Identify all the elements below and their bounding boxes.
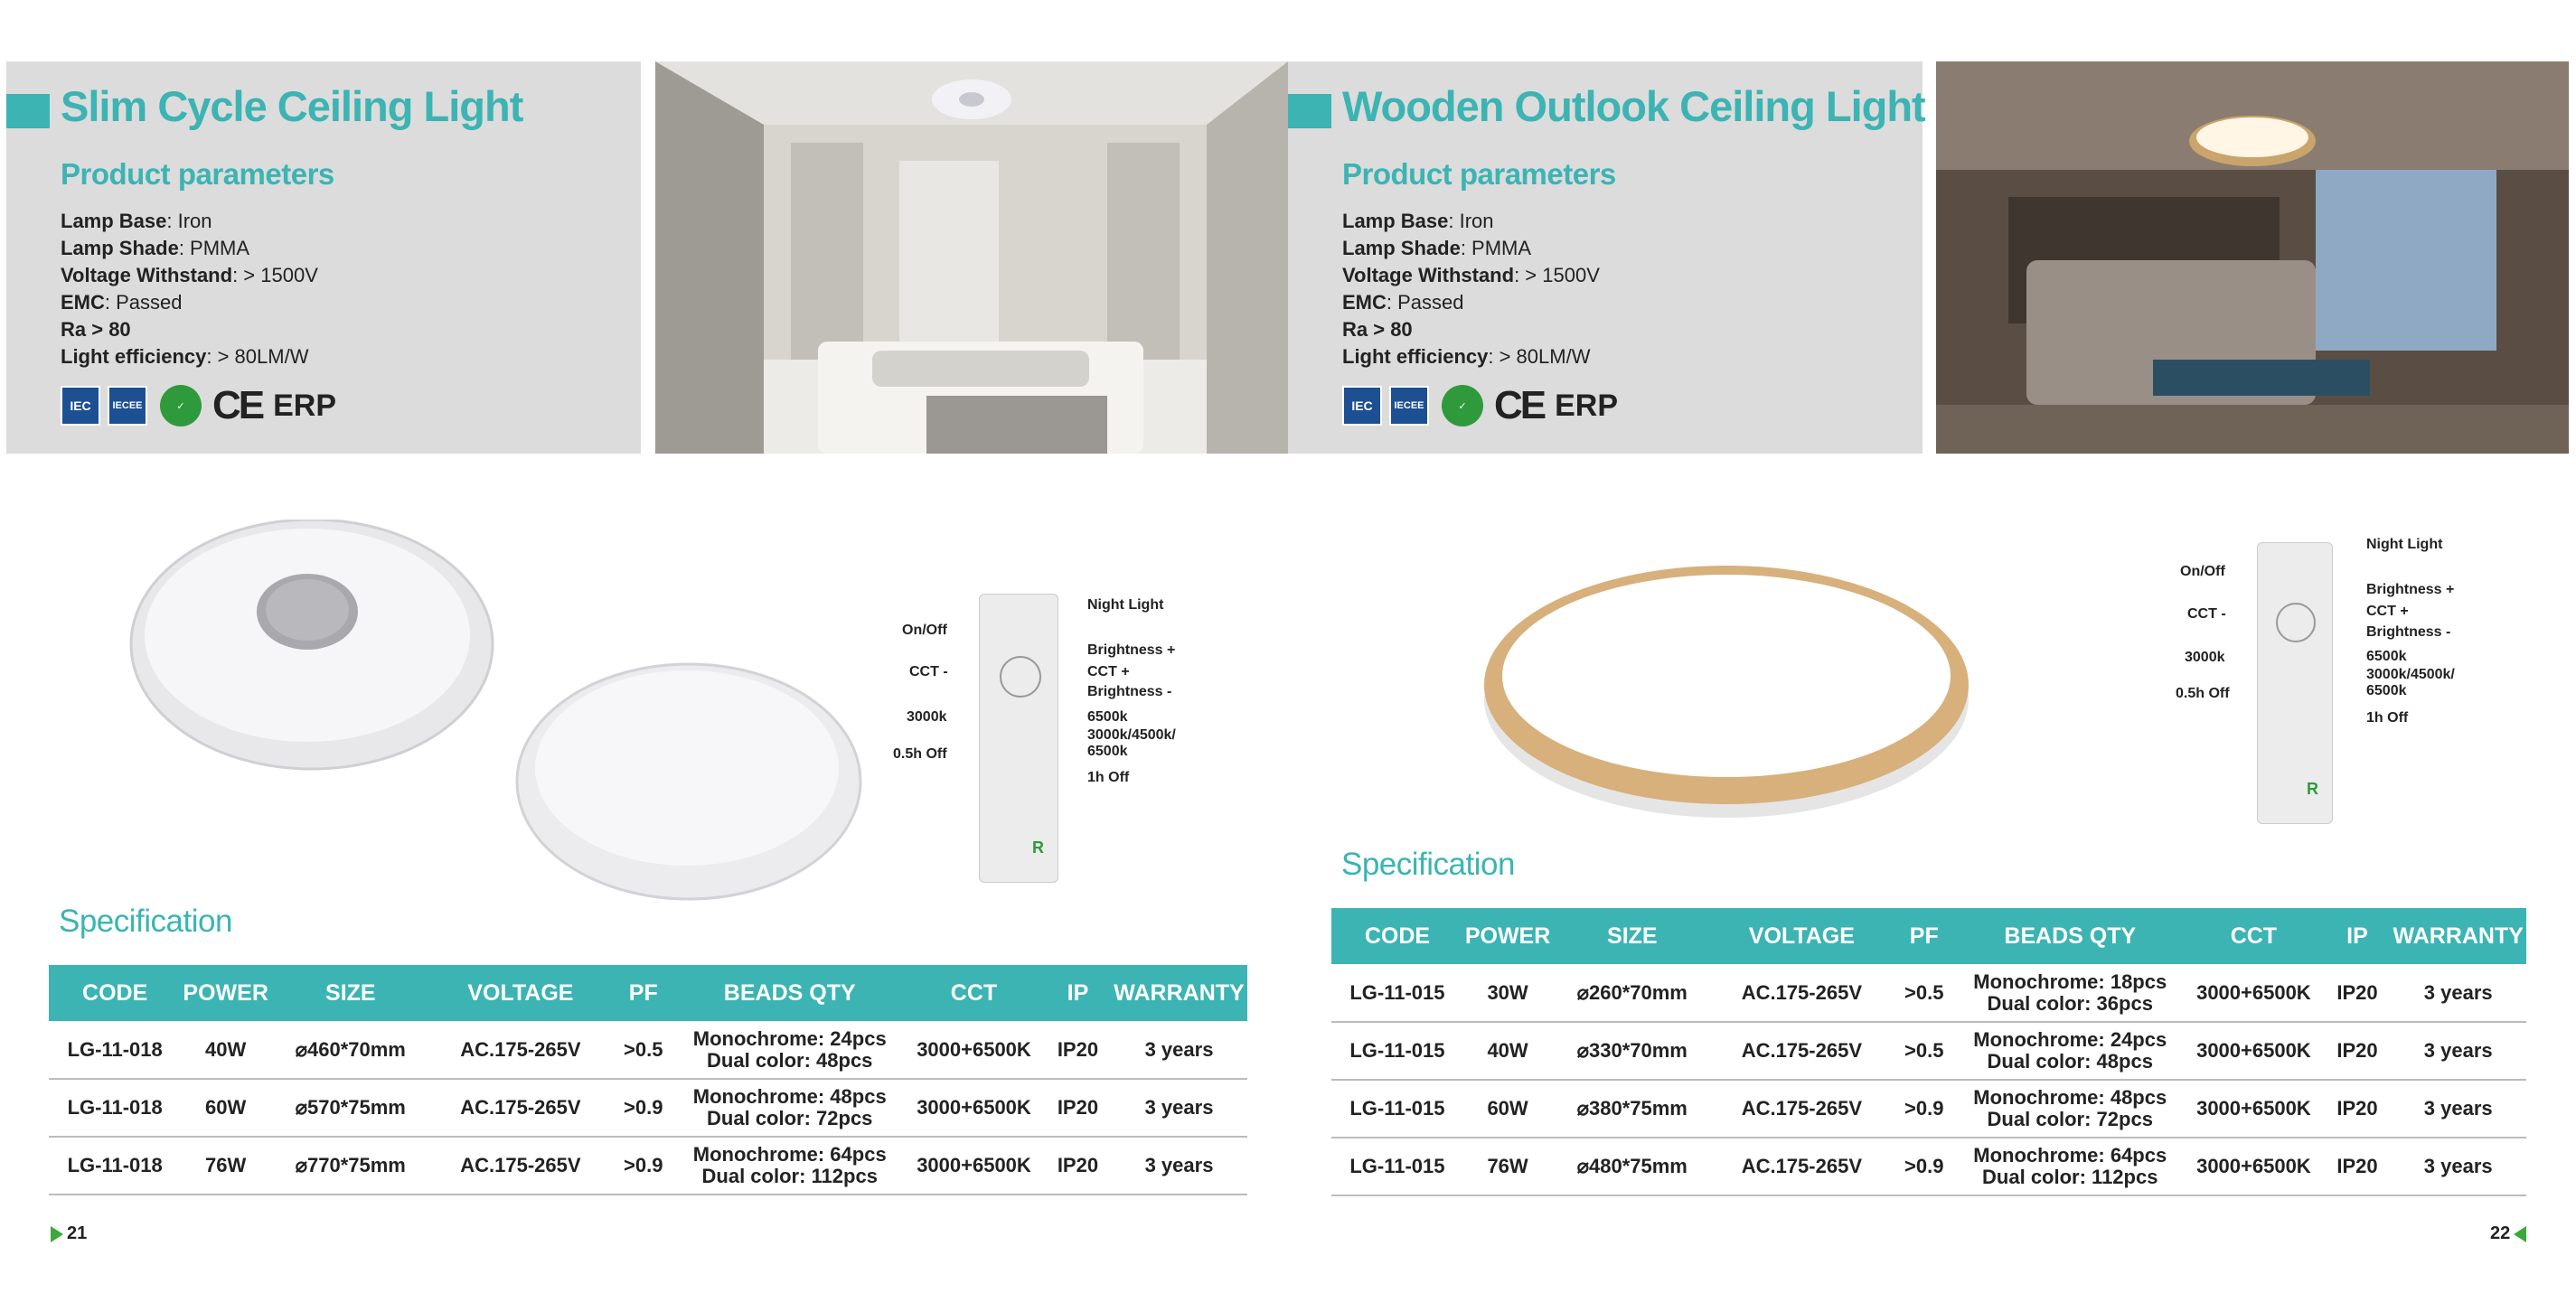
erp-logo: ERP xyxy=(273,388,337,423)
page-number: 21 xyxy=(51,1223,87,1244)
product-parameters-panel xyxy=(1288,61,1923,454)
remote-label-cct-plus: CCT + xyxy=(1087,664,1130,679)
remote-label-brightness-minus: Brightness - xyxy=(2366,624,2451,640)
col-cct: CCT xyxy=(903,965,1045,1021)
remote-label-multi-cct: 3000k/4500k/ 6500k xyxy=(1087,727,1176,759)
table-row: LG-11-018 60W ⌀570*75mm AC.175-265V >0.9 Monochrome: 48pcs Dual color: 72pcs 3000+6500K IP20 3 years xyxy=(49,1079,1247,1137)
param-row: Ra > 80 xyxy=(61,318,131,341)
remote-label-half-hour-off: 0.5h Off xyxy=(2176,686,2230,701)
ce-logo: CE xyxy=(1494,383,1545,427)
ceiling-light-side-image xyxy=(515,660,868,904)
col-power: POWER xyxy=(181,965,270,1021)
table-header-row xyxy=(49,965,1247,1021)
col-code: CODE xyxy=(1331,908,1463,964)
col-voltage: VOLTAGE xyxy=(431,965,611,1021)
bedroom-photo xyxy=(655,61,1288,454)
right-page xyxy=(1288,0,2576,1293)
col-code: CODE xyxy=(49,965,181,1021)
parameters-heading: Product parameters xyxy=(1342,157,1616,191)
iecee-logo: IECEE xyxy=(108,386,147,426)
remote-label-one-hour-off: 1h Off xyxy=(1087,770,1130,785)
erp-logo: ERP xyxy=(1555,388,1619,423)
col-pf: PF xyxy=(610,965,676,1021)
col-cct: CCT xyxy=(2183,908,2324,964)
param-row: Voltage Withstand: > 1500V xyxy=(61,264,318,286)
product-title: Slim Cycle Ceiling Light xyxy=(61,82,523,130)
col-pf: PF xyxy=(1891,908,1957,964)
remote-label-6500k: 6500k xyxy=(1087,709,1128,725)
remote-label-on-off: On/Off xyxy=(902,623,947,638)
col-beads-qty: BEADS QTY xyxy=(1957,908,2183,964)
specification-table xyxy=(1331,908,2526,1196)
param-row: Lamp Base: Iron xyxy=(61,210,212,232)
remote-label-brightness-minus: Brightness - xyxy=(1087,684,1172,699)
green-cert-icon: ✓ xyxy=(1442,385,1483,426)
certification-logos xyxy=(1342,383,1618,428)
remote-label-multi-cct: 3000k/4500k/ 6500k xyxy=(2366,667,2455,698)
remote-label-night-light: Night Light xyxy=(2366,537,2443,552)
col-beads-qty: BEADS QTY xyxy=(676,965,903,1021)
remote-label-cct-minus: CCT - xyxy=(909,664,948,679)
param-row: Lamp Shade: PMMA xyxy=(1342,237,1532,259)
page-marker-icon xyxy=(2514,1226,2526,1242)
remote-label-cct-minus: CCT - xyxy=(2187,606,2226,622)
parameters-list xyxy=(61,208,318,370)
specification-title: Specification xyxy=(59,904,232,939)
remote-label-one-hour-off: 1h Off xyxy=(2366,710,2409,726)
col-power: POWER xyxy=(1463,908,1552,964)
col-warranty: WARRANTY xyxy=(1111,965,1247,1021)
table-row: LG-11-018 40W ⌀460*70mm AC.175-265V >0.5 Monochrome: 24pcs Dual color: 48pcs 3000+6500K IP20 3 years xyxy=(49,1021,1247,1079)
param-row: Ra > 80 xyxy=(1342,318,1413,341)
iec-logo: IEC xyxy=(61,386,100,426)
col-ip: IP xyxy=(1045,965,1111,1021)
title-accent-bar xyxy=(1288,94,1331,128)
remote-label-brightness-plus: Brightness + xyxy=(1087,642,1176,658)
specification-title: Specification xyxy=(1341,847,1515,882)
param-row: Lamp Base: Iron xyxy=(1342,210,1494,232)
param-row: EMC: Passed xyxy=(61,291,183,314)
remote-label-3000k: 3000k xyxy=(2185,650,2225,665)
wooden-ceiling-light-image xyxy=(1478,549,1975,820)
col-ip: IP xyxy=(2325,908,2391,964)
remote-control-image: R xyxy=(2257,542,2333,824)
param-row: EMC: Passed xyxy=(1342,291,1464,314)
remote-label-cct-plus: CCT + xyxy=(2366,604,2409,619)
param-row: Light efficiency: > 80LM/W xyxy=(1342,345,1591,368)
product-title: Wooden Outlook Ceiling Light xyxy=(1342,82,1925,130)
remote-label-3000k: 3000k xyxy=(907,709,947,725)
iec-logo: IEC xyxy=(1342,386,1382,426)
ceiling-light-top-image xyxy=(127,520,506,782)
param-row: Light efficiency: > 80LM/W xyxy=(61,345,309,368)
green-cert-icon: ✓ xyxy=(160,385,202,426)
col-size: SIZE xyxy=(270,965,431,1021)
table-row: LG-11-015 30W ⌀260*70mm AC.175-265V >0.5 Monochrome: 18pcs Dual color: 36pcs 3000+6500K IP20 3 years xyxy=(1331,964,2526,1022)
specification-table xyxy=(49,965,1247,1195)
param-row: Voltage Withstand: > 1500V xyxy=(1342,264,1600,286)
ce-logo: CE xyxy=(212,383,263,427)
parameters-heading: Product parameters xyxy=(61,157,334,191)
col-size: SIZE xyxy=(1552,908,1712,964)
table-header-row xyxy=(1331,908,2526,964)
iecee-logo: IECEE xyxy=(1389,386,1429,426)
remote-label-on-off: On/Off xyxy=(2180,564,2225,579)
remote-label-6500k: 6500k xyxy=(2366,649,2407,664)
table-row: LG-11-018 76W ⌀770*75mm AC.175-265V >0.9 Monochrome: 64pcs Dual color: 112pcs 3000+6500K IP20 3 years xyxy=(49,1137,1247,1195)
title-accent-bar xyxy=(6,94,50,128)
bedroom-photo xyxy=(1936,61,2569,454)
param-row: Lamp Shade: PMMA xyxy=(61,237,250,259)
page-number: 22 xyxy=(2490,1223,2526,1244)
remote-control-image: R xyxy=(979,594,1058,883)
remote-label-brightness-plus: Brightness + xyxy=(2366,582,2455,597)
table-row: LG-11-015 60W ⌀380*75mm AC.175-265V >0.9 Monochrome: 48pcs Dual color: 72pcs 3000+6500K IP20 3 years xyxy=(1331,1080,2526,1138)
page-marker-icon xyxy=(51,1226,63,1242)
table-row: LG-11-015 76W ⌀480*75mm AC.175-265V >0.9 Monochrome: 64pcs Dual color: 112pcs 3000+6500K IP20 3 years xyxy=(1331,1138,2526,1195)
table-row: LG-11-015 40W ⌀330*70mm AC.175-265V >0.5 Monochrome: 24pcs Dual color: 48pcs 3000+6500K IP20 3 years xyxy=(1331,1022,2526,1080)
certification-logos xyxy=(61,383,336,428)
product-parameters-panel xyxy=(6,61,641,454)
remote-label-night-light: Night Light xyxy=(1087,597,1164,613)
parameters-list xyxy=(1342,208,1600,370)
col-voltage: VOLTAGE xyxy=(1712,908,1891,964)
remote-label-half-hour-off: 0.5h Off xyxy=(893,746,947,762)
col-warranty: WARRANTY xyxy=(2390,908,2526,964)
